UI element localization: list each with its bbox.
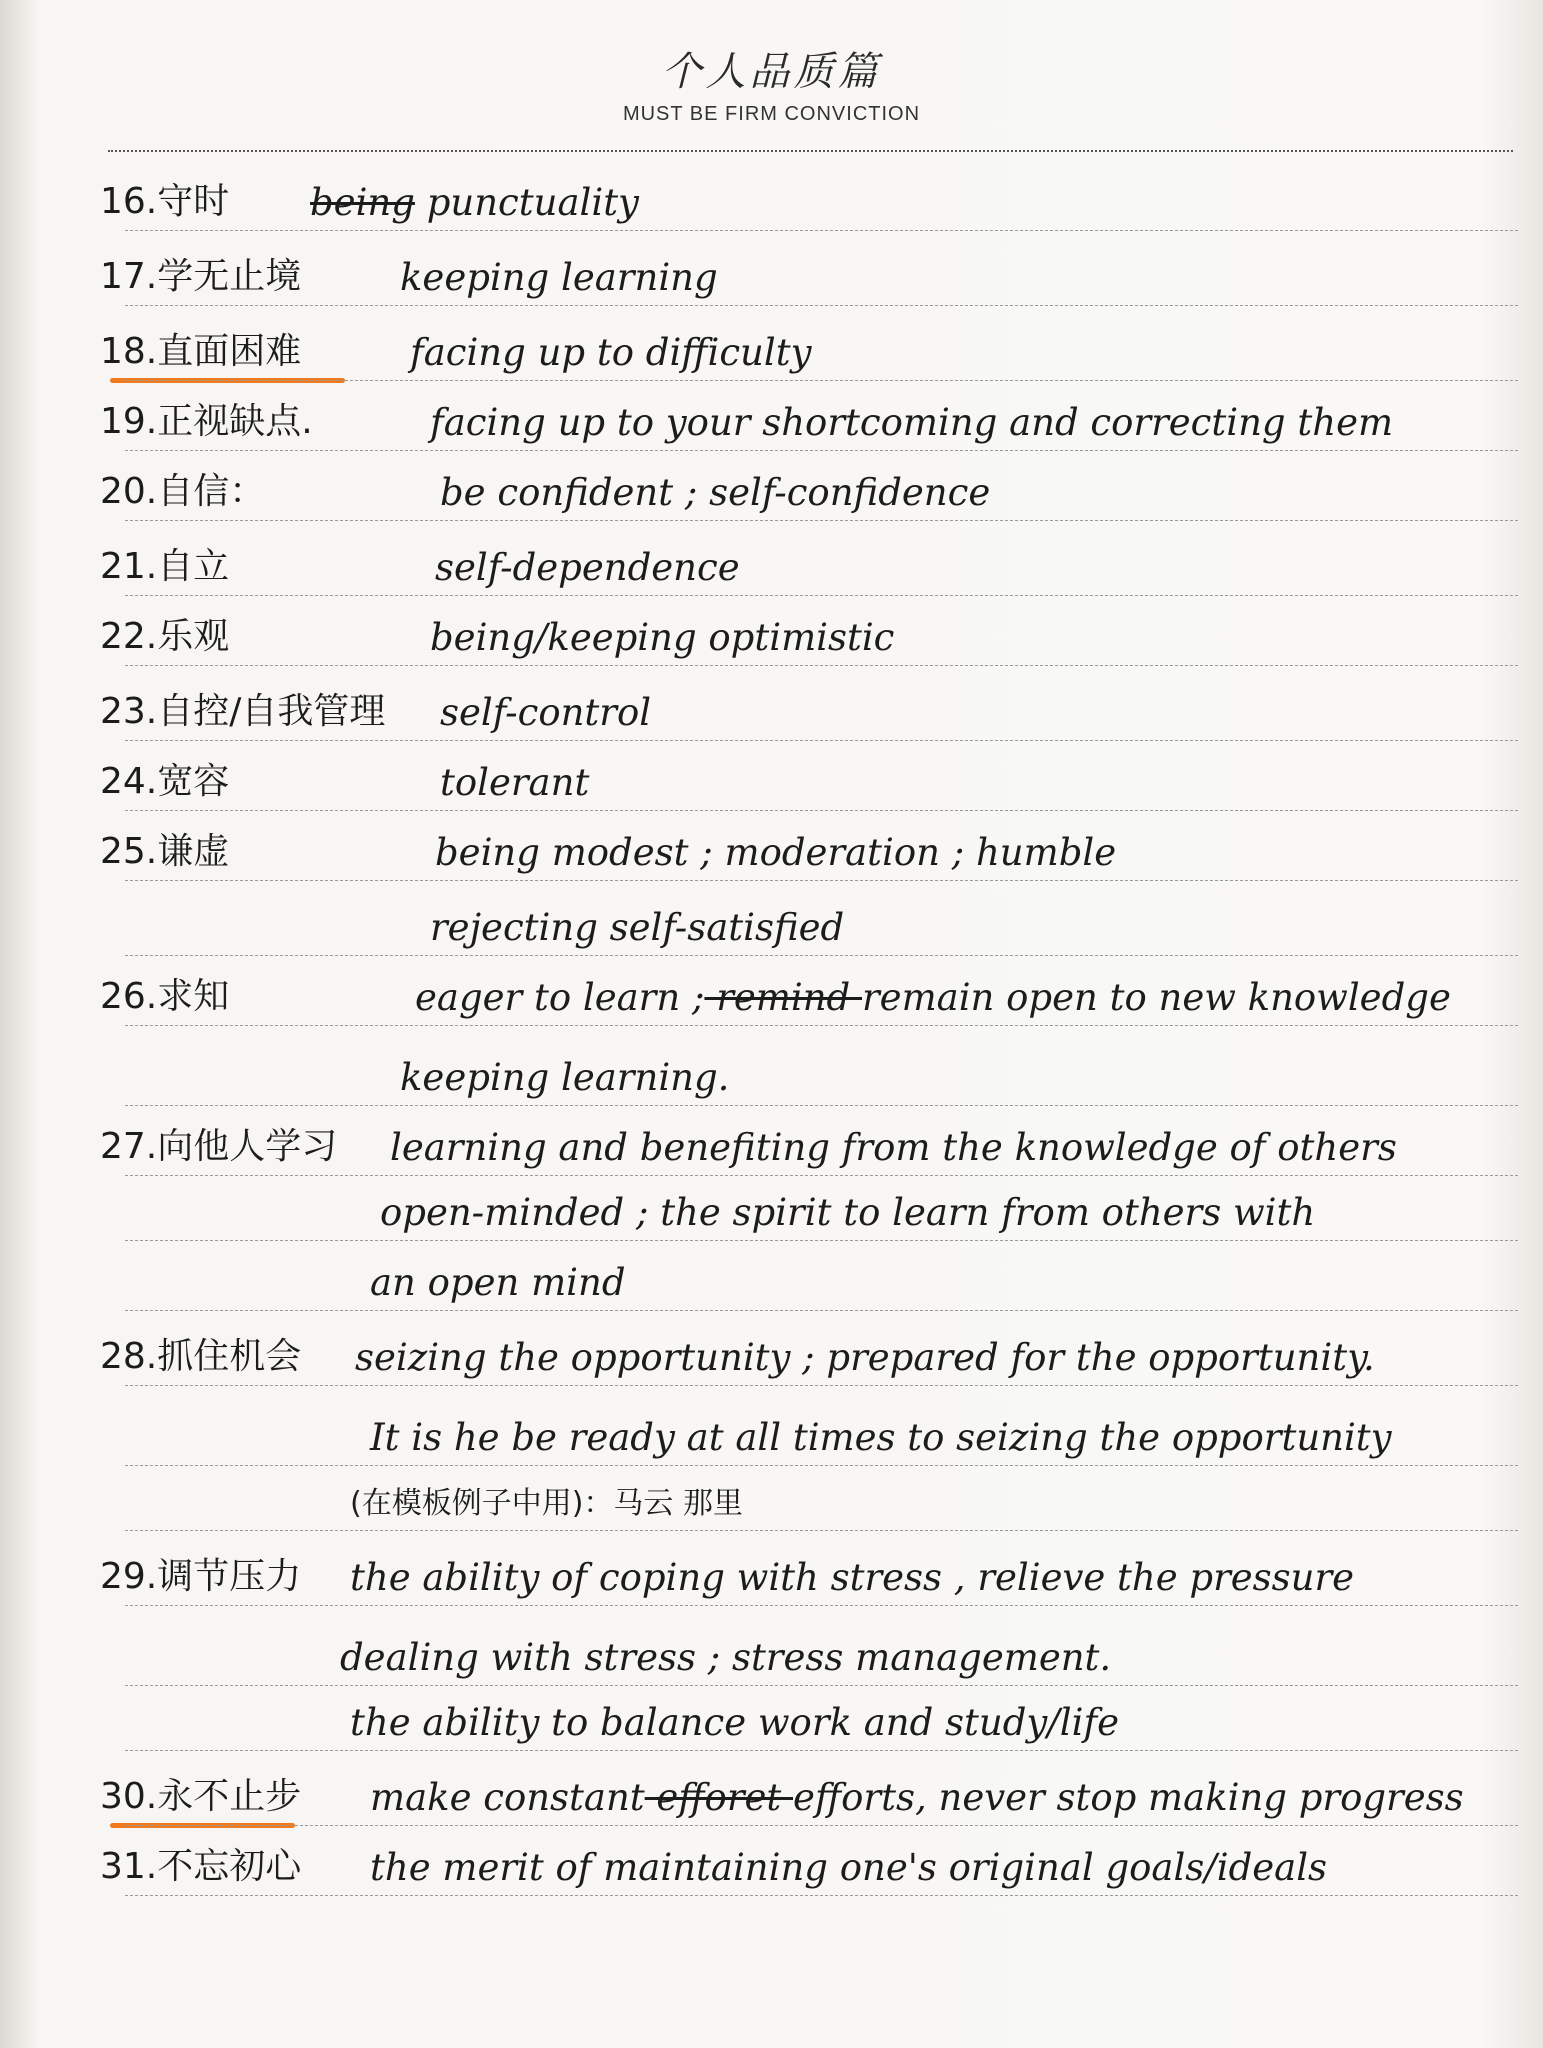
ruled-line (125, 1385, 1518, 1386)
note-line (0, 1405, 1543, 1465)
entry-english (435, 831, 1116, 874)
ruled-line (125, 1310, 1518, 1311)
ruled-line (125, 1105, 1518, 1106)
entry-number-label: 25.谦虚 (100, 831, 230, 872)
ruled-line (125, 1750, 1518, 1751)
ruled-line (125, 520, 1518, 521)
entry-english (370, 1416, 1392, 1459)
entry-english-text: make constant (370, 1776, 645, 1819)
note-line (0, 1115, 1543, 1175)
ruled-line (125, 595, 1518, 596)
entry-english (440, 691, 651, 734)
entry-number-label: 31.不忘初心 (100, 1846, 302, 1887)
ruled-line (125, 450, 1518, 451)
entry-english-continued: efforts, never stop making progress (793, 1776, 1464, 1819)
note-line (0, 460, 1543, 520)
entry-english (415, 976, 1451, 1019)
ruled-line (125, 1025, 1518, 1026)
page-title: 个人品质篇 (661, 49, 882, 95)
entry-english (370, 1776, 1464, 1819)
note-line (0, 170, 1543, 230)
note-line (0, 1765, 1543, 1825)
entry-english-text: an open mind (370, 1261, 626, 1304)
entry-number-label: 18.直面困难 (100, 331, 302, 372)
page-header (0, 40, 1543, 126)
entry-english (370, 1261, 626, 1304)
entry-number-label: 30.永不止步 (100, 1776, 302, 1817)
ruled-line (125, 955, 1518, 956)
ruled-line (125, 1895, 1518, 1896)
entry-english-text: facing up to difficulty (410, 331, 812, 374)
entry-english-text: the merit of maintaining one's original goals/ideals (370, 1846, 1328, 1889)
entry-english (350, 1701, 1119, 1744)
entry-number-label: 26.求知 (100, 976, 230, 1017)
note-line (0, 750, 1543, 810)
ruled-line (125, 1825, 1518, 1826)
entry-number-label: 21.自立 (100, 546, 230, 587)
note-line (0, 1545, 1543, 1605)
entry-english-text: dealing with stress ; stress management. (340, 1636, 1112, 1679)
note-line (0, 965, 1543, 1025)
note-line (0, 1250, 1543, 1310)
header-divider (108, 150, 1513, 152)
entry-english (440, 471, 990, 514)
ruled-line (125, 665, 1518, 666)
entry-english-continued: remain open to new knowledge (861, 976, 1451, 1019)
ruled-line (125, 380, 1518, 381)
entry-english (430, 616, 894, 659)
entry-english-text: tolerant (440, 761, 590, 804)
ruled-line (125, 1465, 1518, 1466)
ruled-line (125, 305, 1518, 306)
note-line (0, 820, 1543, 880)
struck-word: efforet (644, 1776, 794, 1819)
entry-english (400, 1056, 729, 1099)
entry-number-label: 20.自信： (100, 471, 266, 512)
entry-number-label: 28.抓住机会 (100, 1336, 302, 1377)
note-line (0, 680, 1543, 740)
entry-number-label: 24.宽容 (100, 761, 230, 802)
entry-english (370, 1846, 1327, 1889)
struck-word: remind (704, 976, 862, 1019)
entry-number-label: 16.守时 (100, 181, 230, 222)
note-line (0, 1045, 1543, 1105)
entry-number-label: 27.向他人学习 (100, 1126, 338, 1167)
note-line (0, 1325, 1543, 1385)
entry-english-text: being/keeping optimistic (430, 616, 895, 659)
entry-english (340, 1636, 1111, 1679)
ruled-line (125, 1175, 1518, 1176)
entry-english (390, 1126, 1397, 1169)
ruled-line (125, 1605, 1518, 1606)
entry-english (400, 256, 718, 299)
entry-english-text: It is he be ready at all times to seizing the opportunity (370, 1416, 1392, 1459)
entry-english-text: be confident ; self-confidence (440, 471, 991, 514)
note-line (0, 895, 1543, 955)
entry-english-text: self-dependence (435, 546, 740, 589)
entry-number-label: 17.学无止境 (100, 256, 302, 297)
note-line (0, 390, 1543, 450)
entry-english-text: the ability of coping with stress , relieve the pressure (350, 1556, 1355, 1599)
note-line (0, 1180, 1543, 1240)
entry-english (410, 331, 812, 374)
entry-english-text: being modest ; moderation ; humble (435, 831, 1117, 874)
ruled-line (125, 880, 1518, 881)
entry-english (435, 546, 740, 589)
entry-english-text: punctuality (414, 181, 639, 224)
note-line (0, 245, 1543, 305)
entry-english (355, 1336, 1375, 1379)
note-line (0, 535, 1543, 595)
entry-english-text: learning and benefiting from the knowledge of others (390, 1126, 1397, 1169)
ruled-line (125, 810, 1518, 811)
entry-number-label: 19.正视缺点. (100, 401, 313, 442)
note-line (0, 1470, 1543, 1530)
ruled-line (125, 740, 1518, 741)
ruled-line (125, 230, 1518, 231)
entry-english-text: the ability to balance work and study/life (350, 1701, 1120, 1744)
entry-english-text: open-minded ; the spirit to learn from others with (380, 1191, 1316, 1234)
ruled-line (125, 1530, 1518, 1531)
note-line (0, 1625, 1543, 1685)
note-line (0, 605, 1543, 665)
entry-english (430, 401, 1393, 444)
entry-english (350, 1556, 1354, 1599)
note-line (0, 1835, 1543, 1895)
entry-number-label: 23.自控/自我管理 (100, 691, 386, 732)
entry-english-text: rejecting self-satisfied (430, 906, 845, 949)
entry-english-text: eager to learn ; (415, 976, 705, 1019)
note-line (0, 320, 1543, 380)
entry-english (310, 181, 639, 224)
entry-english (430, 906, 844, 949)
page-subtitle: MUST BE FIRM CONVICTION (622, 103, 921, 125)
entry-english-text: facing up to your shortcoming and correcting them (430, 401, 1394, 444)
entry-english-text: keeping learning (400, 256, 718, 299)
entry-note: (在模板例子中用)：马云 那里 (350, 1486, 743, 1521)
entry-number-label: 29.调节压力 (100, 1556, 302, 1597)
struck-word: being (310, 181, 415, 224)
ruled-line (125, 1240, 1518, 1241)
entry-english (380, 1191, 1315, 1234)
ruled-line (125, 1685, 1518, 1686)
entry-english-text: self-control (440, 691, 652, 734)
entry-english (440, 761, 589, 804)
entry-english-text: seizing the opportunity ; prepared for the opportunity. (355, 1336, 1375, 1379)
entry-english-text: keeping learning. (400, 1056, 730, 1099)
note-line (0, 1690, 1543, 1750)
entry-number-label: 22.乐观 (100, 616, 230, 657)
